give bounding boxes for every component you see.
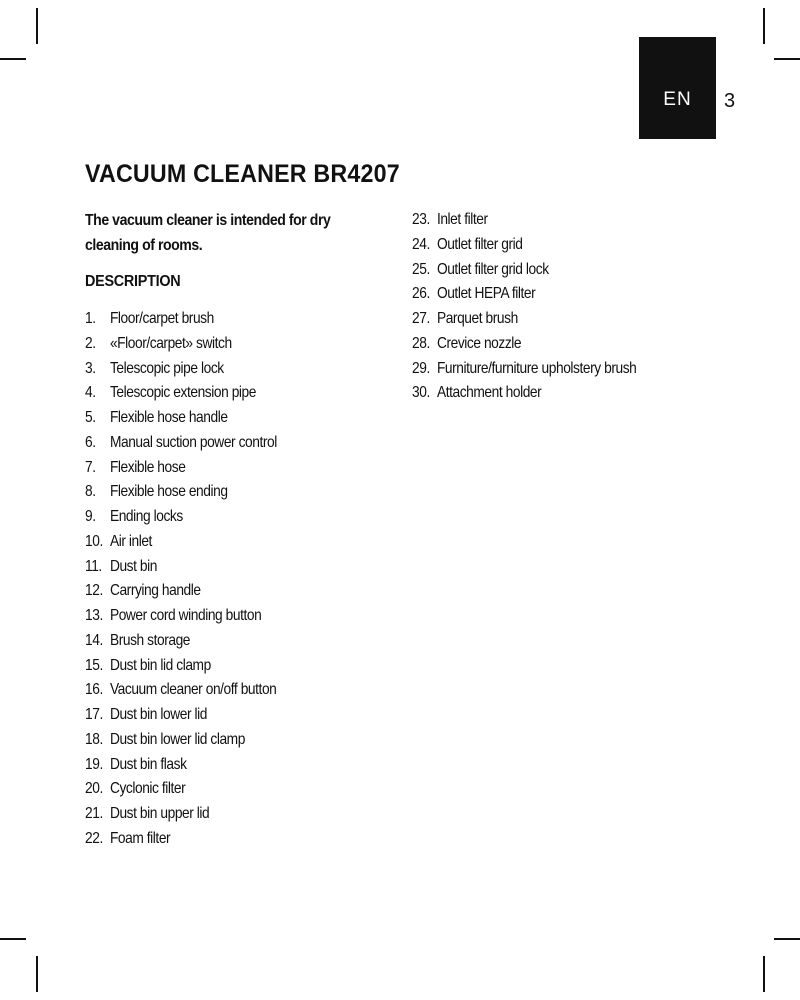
- part-number: 25.: [412, 260, 430, 278]
- part-label: Brush storage: [109, 631, 191, 649]
- part-item: [412, 357, 636, 382]
- part-label: Floor/carpet brush: [109, 310, 214, 327]
- crop-mark-top-right-horizontal: [774, 58, 800, 60]
- part-number: 9.: [85, 508, 96, 525]
- part-number: 5.: [85, 409, 96, 426]
- part-item: [85, 456, 277, 481]
- part-label: Ending locks: [109, 508, 183, 525]
- part-number: 11.: [85, 557, 102, 575]
- part-number: 16.: [85, 681, 103, 699]
- part-number: 26.: [412, 285, 430, 303]
- language-tab: [639, 37, 716, 139]
- part-label: Foam filter: [109, 829, 171, 847]
- part-item: [412, 258, 636, 283]
- part-item: [85, 530, 277, 555]
- part-number: 12.: [85, 582, 103, 600]
- part-label: Outlet HEPA filter: [436, 285, 536, 303]
- part-number: 14.: [85, 631, 103, 649]
- part-label: Inlet filter: [436, 211, 488, 228]
- part-number: 28.: [412, 334, 430, 352]
- part-item: [85, 802, 277, 827]
- crop-mark-top-left-horizontal: [0, 58, 26, 60]
- parts-list-right: [412, 208, 673, 406]
- part-item: [85, 678, 277, 703]
- section-heading: DESCRIPTION: [85, 273, 181, 290]
- part-label: Dust bin: [109, 557, 157, 575]
- page-number: 3: [724, 90, 736, 112]
- part-number: 18.: [85, 730, 103, 748]
- part-number: 4.: [85, 384, 96, 402]
- part-item: [85, 728, 277, 753]
- part-number: 15.: [85, 656, 103, 674]
- part-item: [85, 307, 277, 332]
- part-item: [85, 777, 277, 802]
- part-item: [85, 827, 277, 852]
- part-item: [412, 282, 636, 307]
- part-number: 8.: [85, 483, 96, 501]
- part-item: [85, 654, 277, 679]
- part-number: 6.: [85, 433, 96, 451]
- part-item: [85, 381, 277, 406]
- part-item: [85, 579, 277, 604]
- part-item: [412, 307, 636, 332]
- part-number: 1.: [85, 310, 96, 327]
- part-item: [85, 505, 277, 530]
- part-number: 19.: [85, 755, 103, 773]
- part-label: Dust bin lid clamp: [109, 656, 211, 674]
- part-label: Outlet filter grid lock: [436, 260, 549, 278]
- part-label: Dust bin flask: [109, 755, 187, 773]
- part-item: [85, 406, 277, 431]
- part-item: [412, 233, 636, 258]
- intro-text: The vacuum cleaner is intended for dry cleaning of rooms.: [85, 212, 331, 254]
- crop-mark-bottom-left: [36, 956, 38, 992]
- part-item: [85, 431, 277, 456]
- part-label: Flexible hose handle: [109, 409, 228, 426]
- language-code: EN: [663, 89, 692, 110]
- parts-list-left: [85, 307, 308, 852]
- part-label: «Floor/carpet» switch: [109, 334, 232, 352]
- part-item: [85, 332, 277, 357]
- part-item: [85, 629, 277, 654]
- part-label: Cyclonic filter: [109, 780, 186, 798]
- document-title: VACUUM CLEANER BR4207: [85, 160, 400, 188]
- part-number: 3.: [85, 359, 96, 377]
- part-number: 7.: [85, 458, 96, 476]
- part-number: 17.: [85, 706, 103, 723]
- part-item: [85, 357, 277, 382]
- part-label: Flexible hose ending: [109, 483, 228, 501]
- crop-mark-bottom-left-horizontal: [0, 938, 26, 940]
- part-label: Parquet brush: [436, 310, 518, 327]
- part-number: 30.: [412, 384, 430, 402]
- part-label: Crevice nozzle: [436, 334, 522, 352]
- part-label: Telescopic extension pipe: [109, 384, 257, 402]
- part-label: Vacuum cleaner on/off button: [109, 681, 277, 699]
- part-item: [412, 332, 636, 357]
- part-label: Dust bin lower lid clamp: [109, 730, 245, 748]
- crop-mark-bottom-right: [763, 956, 765, 992]
- part-label: Carrying handle: [109, 582, 201, 600]
- part-number: 2.: [85, 334, 96, 352]
- crop-mark-top-left: [36, 8, 38, 44]
- part-label: Air inlet: [109, 532, 152, 550]
- part-label: Telescopic pipe lock: [109, 359, 224, 377]
- part-label: Attachment holder: [436, 384, 542, 402]
- part-number: 23.: [412, 211, 430, 228]
- part-number: 21.: [85, 805, 103, 822]
- part-item: [85, 555, 277, 580]
- part-label: Flexible hose: [109, 458, 186, 476]
- part-label: Dust bin upper lid: [109, 805, 210, 822]
- part-item: [85, 703, 277, 728]
- part-item: [85, 604, 277, 629]
- part-label: Outlet filter grid: [436, 235, 523, 253]
- part-item: [412, 381, 636, 406]
- part-number: 24.: [412, 235, 430, 253]
- crop-mark-top-right: [763, 8, 765, 44]
- crop-mark-bottom-right-horizontal: [774, 938, 800, 940]
- part-item: [85, 753, 277, 778]
- part-number: 22.: [85, 829, 103, 847]
- part-number: 27.: [412, 310, 430, 327]
- part-number: 20.: [85, 780, 103, 798]
- part-number: 10.: [85, 532, 103, 550]
- part-number: 29.: [412, 359, 430, 377]
- part-label: Manual suction power control: [109, 433, 277, 451]
- part-item: [85, 480, 277, 505]
- part-label: Power cord winding button: [109, 607, 262, 624]
- part-label: Dust bin lower lid: [109, 706, 207, 723]
- part-item: [412, 208, 636, 233]
- part-number: 13.: [85, 607, 103, 624]
- part-label: Furniture/furniture upholstery brush: [436, 359, 637, 377]
